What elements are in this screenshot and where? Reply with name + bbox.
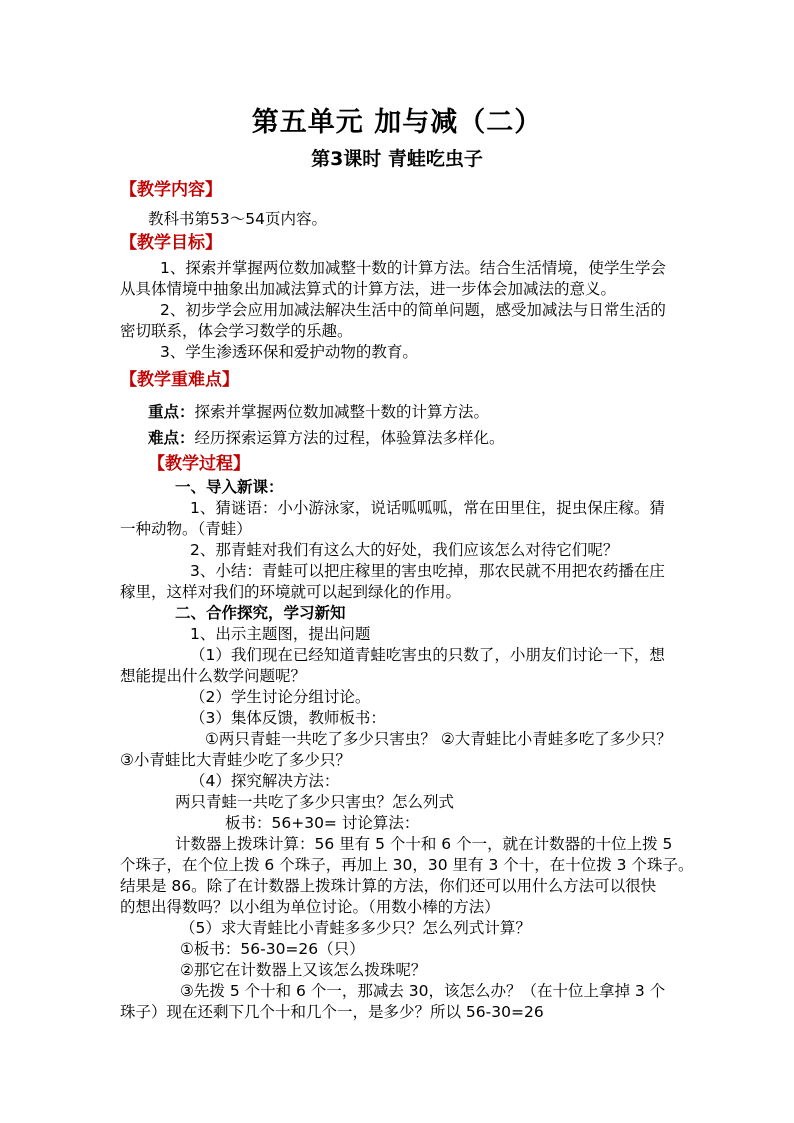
process-line: ①两只青蛙一共吃了多少只害虫？ ②大青蛙比小青蛙多吃了多少只？	[205, 730, 672, 748]
goal-line: 从具体情境中抽象出加减法算式的计算方法，进一步体会加减法的意义。	[120, 280, 617, 298]
difficult-text: 经历探索运算方法的过程，体验算法多样化。	[194, 429, 505, 447]
process-line: 计数器上拨珠计算：56 里有 5 个十和 6 个一，就在计数器的十位上拨 5	[175, 835, 673, 853]
heading-goals: 【教学目标】	[120, 233, 222, 253]
process-line: ②那它在计数器上又该怎么拨珠呢？	[180, 961, 427, 979]
process-line: （5）求大青蛙比小青蛙多多少只？怎么列式计算？	[180, 919, 531, 937]
process-line: 1、猜谜语：小小游泳家，说话呱呱呱，常在田里住，捉虫保庄稼。猜	[190, 499, 665, 517]
process-line: （1）我们现在已经知道青蛙吃害虫的只数了，小朋友们讨论一下，想	[190, 646, 665, 664]
goal-line: 1、探索并掌握两位数加减整十数的计算方法。结合生活情境，使学生学会	[160, 259, 666, 277]
heading-process: 【教学过程】	[148, 454, 250, 474]
process-line: （2）学生讨论分组讨论。	[190, 688, 371, 706]
heading-keypoints: 【教学重难点】	[120, 370, 239, 390]
process-line: 1、出示主题图，提出问题	[190, 625, 371, 643]
difficult-point	[148, 428, 505, 448]
heading-content: 【教学内容】	[120, 180, 222, 200]
process-line: 2、那青蛙对我们有这么大的好处，我们应该怎么对待它们呢？	[190, 541, 619, 559]
process-line: （4）探究解决方法：	[190, 772, 340, 790]
goal-line: 密切联系，体会学习数学的乐趣。	[120, 322, 353, 340]
goal-line: 2、初步学会应用加减法解决生活中的简单问题，感受加减法与日常生活的	[160, 301, 666, 319]
process-line: 珠子）现在还剩下几个十和几个一，是多少？所以 56-30=26	[120, 1003, 544, 1021]
content-text: 教科书第53～54页内容。	[148, 210, 327, 228]
process-line: ③先拨 5 个十和 6 个一，那减去 30，该怎么办？（在十位上拿掉 3 个	[180, 982, 666, 1000]
key-label: 重点：	[148, 403, 195, 421]
difficult-label: 难点：	[148, 429, 195, 447]
key-point	[148, 402, 489, 422]
page-title: 第五单元 加与减（二）	[251, 107, 543, 138]
process-line: 个珠子，在个位上拨 6 个珠子，再加上 30，30 里有 3 个十，在十位拨 3 个珠子。	[120, 856, 694, 874]
lesson-subtitle: 第3课时 青蛙吃虫子	[311, 148, 483, 170]
process-line: 稼里，这样对我们的环境就可以起到绿化的作用。	[120, 583, 462, 601]
process-line: ③小青蛙比大青蛙少吃了多少只？	[120, 751, 351, 769]
process-line: ①板书：56-30=26（只）	[180, 940, 365, 958]
process-line: 想能提出什么数学问题呢？	[120, 667, 307, 685]
process-line: 一种动物。（青蛙）	[120, 520, 252, 538]
key-text: 探索并掌握两位数加减整十数的计算方法。	[194, 403, 490, 421]
section-intro: 一、导入新课：	[175, 478, 284, 496]
process-line: 板书：56+30= 讨论算法：	[225, 814, 420, 832]
process-line: （3）集体反馈，教师板书：	[190, 709, 386, 727]
goal-line: 3、学生渗透环保和爱护动物的教育。	[160, 343, 418, 361]
section-explore: 二、合作探究，学习新知	[175, 604, 346, 622]
process-line: 3、小结：青蛙可以把庄稼里的害虫吃掉，那农民就不用把农药播在庄	[190, 562, 665, 580]
process-line: 的想出得数吗？以小组为单位讨论。（用数小棒的方法）	[120, 898, 500, 916]
process-line: 结果是 86。除了在计数器上拨珠计算的方法，你们还可以用什么方法可以很快	[120, 877, 657, 895]
process-line: 两只青蛙一共吃了多少只害虫？怎么列式	[175, 793, 455, 811]
